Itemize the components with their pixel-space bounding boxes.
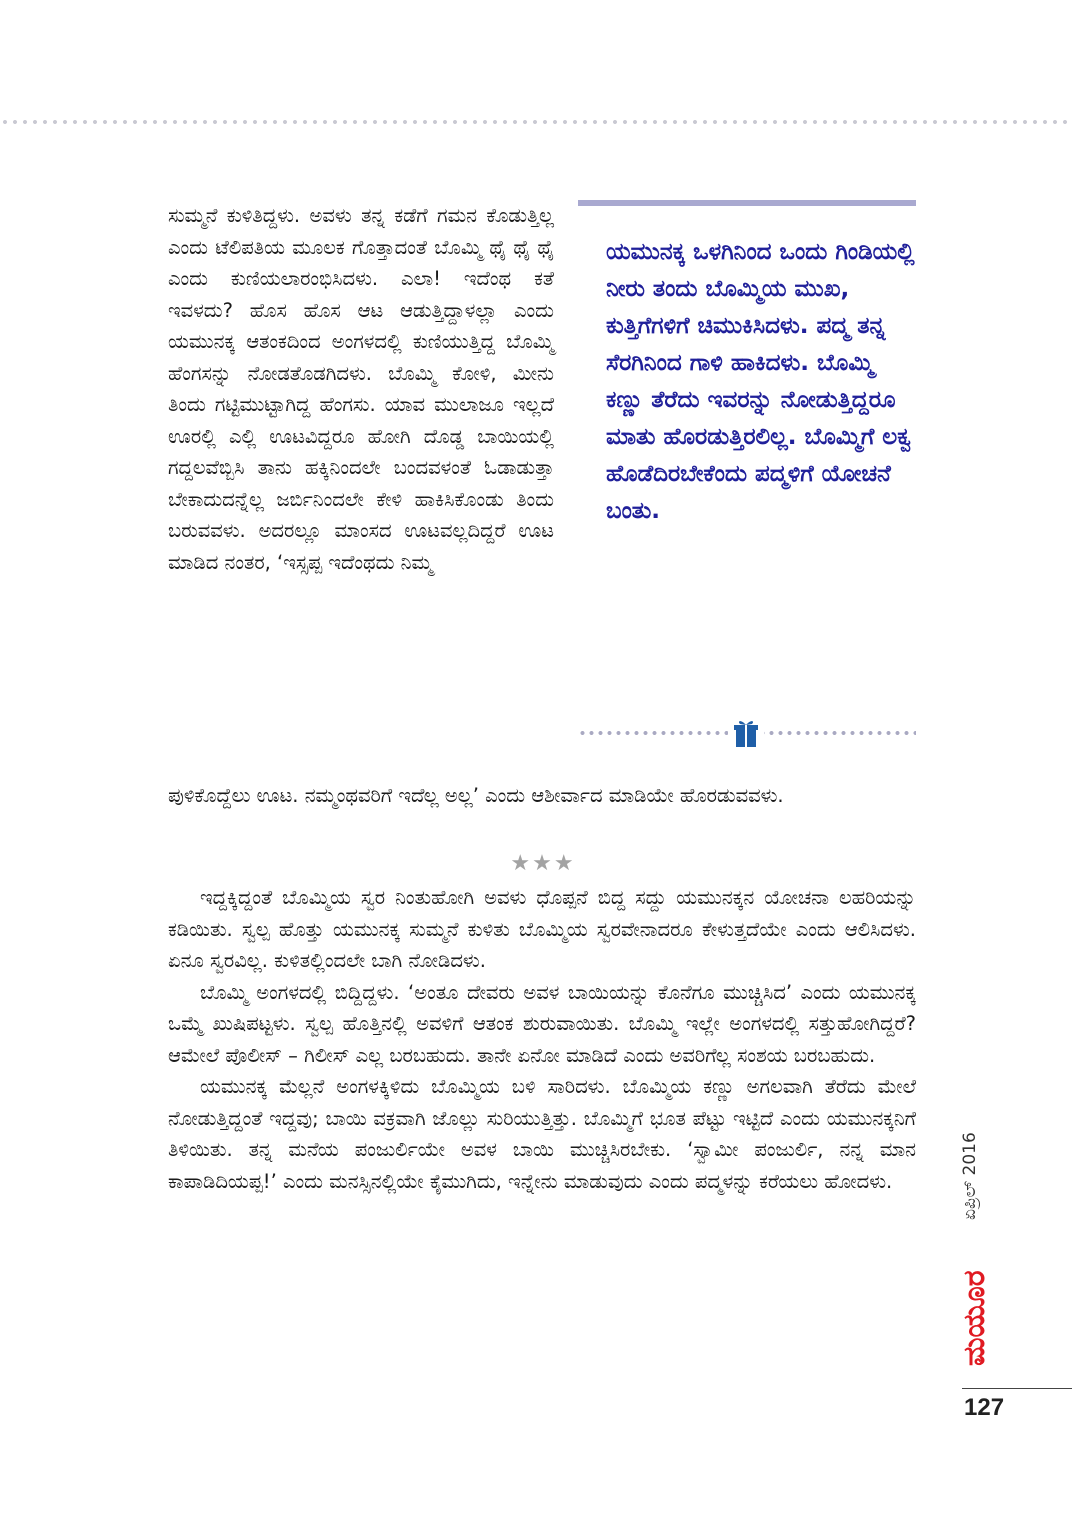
gift-icon	[728, 718, 764, 748]
page-number-rule	[962, 1388, 1072, 1389]
left-column-paragraph: ಸುಮ್ಮನೆ ಕುಳಿತಿದ್ದಳು. ಅವಳು ತನ್ನ ಕಡೆಗೆ ಗಮನ ಕೊಡುತ್ತಿಲ್ಲ ಎಂದು ಟೆಲಿಪತಿಯ ಮೂಲಕ ಗೊತ್ತಾದಂತೆ ಬೊಮ್ಮಿ ಥೈ ಥೈ ಥೈ ಎಂದು ಕುಣಿಯಲಾರಂಭಿಸಿದಳು. ಎಲಾ! ಇದೆಂಥ ಕತೆ ಇವಳದು? ಹೊಸ ಹೊಸ ಆಟ ಆಡುತ್ತಿದ್ದಾಳಲ್ಲಾ ಎಂದು ಯಮುನಕ್ಕ ಆತಂಕದಿಂದ ಅಂಗಳದಲ್ಲಿ ಕುಣಿಯುತ್ತಿದ್ದ ಬೊಮ್ಮಿ ಹೆಂಗಸನ್ನು ನೋಡತೊಡಗಿದಳು. ಬೊಮ್ಮಿ ಕೋಳಿ, ಮೀನು ತಿಂದು ಗಟ್ಟಿಮುಟ್ಟಾಗಿದ್ದ ಹೆಂಗಸು. ಯಾವ ಮುಲಾಜೂ ಇಲ್ಲದೆ ಊರಲ್ಲಿ ಎಲ್ಲಿ ಊಟವಿದ್ದರೂ ಹೋಗಿ ದೊಡ್ಡ ಬಾಯಿಯಲ್ಲಿ ಗದ್ದಲವೆಬ್ಬಿಸಿ ತಾನು ಹಕ್ಕಿನಿಂದಲೇ ಬಂದವಳಂತೆ ಓಡಾಡುತ್ತಾ ಬೇಕಾದುದನ್ನೆಲ್ಲ ಜರ್ಬಿನಿಂದಲೇ ಕೇಳಿ ಹಾಕಿಸಿಕೊಂಡು ತಿಂದು ಬರುವವಳು. ಅದರಲ್ಲೂ ಮಾಂಸದ ಊಟವಲ್ಲದಿದ್ದರೆ ಊಟ ಮಾಡಿದ ನಂತರ, ‘ಇಸ್ಸಪ್ಪ ಇದೆಂಥದು ನಿಮ್ಮ	[168, 204, 554, 574]
pull-quote-text: ಯಮುನಕ್ಕ ಒಳಗಿನಿಂದ ಒಂದು ಗಿಂಡಿಯಲ್ಲಿ ನೀರು ತಂದು ಬೊಮ್ಮಿಯ ಮುಖ, ಕುತ್ತಿಗೆಗಳಿಗೆ ಚಿಮುಕಿಸಿದಳು. ಪದ್ಮ ತನ್ನ ಸೆರಗಿನಿಂದ ಗಾಳಿ ಹಾಕಿದಳು. ಬೊಮ್ಮಿ ಕಣ್ಣು ತೆರೆದು ಇವರನ್ನು ನೋಡುತ್ತಿದ್ದರೂ ಮಾತು ಹೊರಡುತ್ತಿರಲಿಲ್ಲ. ಬೊಮ್ಮಿಗೆ ಲಕ್ವ ಹೊಡೆದಿರಬೇಕೆಂದು ಪದ್ಮಳಿಗೆ ಯೋಚನೆ ಬಂತು.	[606, 239, 915, 524]
pull-quote-divider	[578, 718, 916, 748]
issue-date: ಏಪ್ರಿಲ್ 2016	[960, 1132, 980, 1220]
article-body	[168, 882, 916, 1197]
body-paragraph: ಇದ್ದಕ್ಕಿದ್ದಂತೆ ಬೊಮ್ಮಿಯ ಸ್ವರ ನಿಂತುಹೋಗಿ ಅವಳು ಧೊಪ್ಪನೆ ಬಿದ್ದ ಸದ್ದು ಯಮುನಕ್ಕನ ಯೋಚನಾ ಲಹರಿಯನ್ನು ಕಡಿಯಿತು. ಸ್ವಲ್ಪ ಹೊತ್ತು ಯಮುನಕ್ಕ ಸುಮ್ಮನೆ ಕುಳಿತು ಬೊಮ್ಮಿಯ ಸ್ವರವೇನಾದರೂ ಕೇಳುತ್ತದೆಯೇ ಎಂದು ಆಲಿಸಿದಳು. ಏನೂ ಸ್ವರವಿಲ್ಲ. ಕುಳಿತಲ್ಲಿಂದಲೇ ಬಾಗಿ ನೋಡಿದಳು.	[168, 886, 916, 972]
section-separator-stars: ★★★	[510, 851, 576, 876]
body-paragraph: ಯಮುನಕ್ಕ ಮೆಲ್ಲನೆ ಅಂಗಳಕ್ಕಿಳಿದು ಬೊಮ್ಮಿಯ ಬಳಿ ಸಾರಿದಳು. ಬೊಮ್ಮಿಯ ಕಣ್ಣು ಅಗಲವಾಗಿ ತೆರೆದು ಮೇಲೆ ನೋಡುತ್ತಿದ್ದಂತೆ ಇದ್ದವು; ಬಾಯಿ ವಕ್ರವಾಗಿ ಜೊಲ್ಲು ಸುರಿಯುತ್ತಿತ್ತು. ಬೊಮ್ಮಿಗೆ ಭೂತ ಪೆಟ್ಟು ಇಟ್ಟಿದೆ ಎಂದು ಯಮುನಕ್ಕನಿಗೆ ತಿಳಿಯಿತು. ತನ್ನ ಮನೆಯ ಪಂಜುರ್ಲಿಯೇ ಅವಳ ಬಾಯಿ ಮುಚ್ಚಿಸಿರಬೇಕು. ‘ಸ್ವಾಮೀ ಪಂಜುರ್ಲಿ, ನನ್ನ ಮಾನ ಕಾಪಾಡಿದಿಯಪ್ಪ!’ ಎಂದು ಮನಸ್ಸಿನಲ್ಲಿಯೇ ಕೈಮುಗಿದು, ಇನ್ನೇನು ಮಾಡುವುದು ಎಂದು ಪದ್ಮಳನ್ನು ಕರೆಯಲು ಹೋದಳು.	[168, 1075, 916, 1193]
page-number: 127	[964, 1394, 1005, 1421]
magazine-logo: ಮಯೂರ	[957, 1270, 992, 1366]
body-paragraph: ಬೊಮ್ಮಿ ಅಂಗಳದಲ್ಲಿ ಬಿದ್ದಿದ್ದಳು. ‘ಅಂತೂ ದೇವರು ಅವಳ ಬಾಯಿಯನ್ನು ಕೊನೆಗೂ ಮುಚ್ಚಿಸಿದ’ ಎಂದು ಯಮುನಕ್ಕ ಒಮ್ಮೆ ಖುಷಿಪಟ್ಟಳು. ಸ್ವಲ್ಪ ಹೊತ್ತಿನಲ್ಲಿ ಅವಳಿಗೆ ಆತಂಕ ಶುರುವಾಯಿತು. ಬೊಮ್ಮಿ ಇಲ್ಲೇ ಅಂಗಳದಲ್ಲಿ ಸತ್ತುಹೋಗಿದ್ದರೆ? ಆಮೇಲೆ ಪೊಲೀಸ್ – ಗಿಲೀಸ್ ಎಲ್ಲ ಬರಬಹುದು. ತಾನೇ ಏನೋ ಮಾಡಿದೆ ಎಂದು ಅವರಿಗೆಲ್ಲ ಸಂಶಯ ಬರಬಹುದು.	[168, 980, 916, 1067]
top-dotted-rule	[0, 118, 1072, 126]
full-width-continuation: ಪುಳಿಕೊದ್ದೆಲು ಊಟ. ನಮ್ಮಂಥವರಿಗೆ ಇದೆಲ್ಲ ಅಲ್ಲ’ ಎಂದು ಆಶೀರ್ವಾದ ಮಾಡಿಯೇ ಹೊರಡುವವಳು.	[168, 784, 784, 807]
left-text-column	[168, 200, 554, 578]
pull-quote-box	[578, 200, 916, 530]
